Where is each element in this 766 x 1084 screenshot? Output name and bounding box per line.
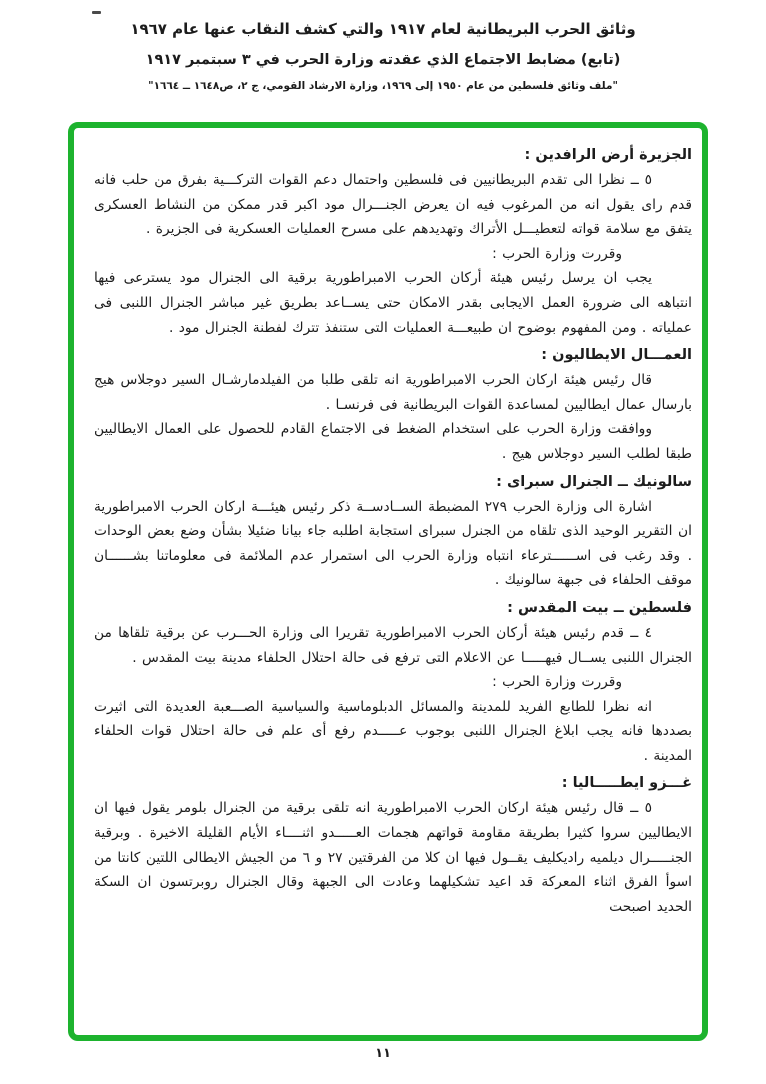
section-salonika [94, 470, 692, 593]
paragraph: ٤ ــ قدم رئيس هيئة أركان الحرب الامبراطورية تقريرا الى وزارة الحـــرب عن برقية تلقاها من الجنرال اللنبى يســال فيهـــــا عن الاعلام التى ترفع فى حالة احتلال الحلفاء مدينة بيت المقدس . [94, 624, 692, 666]
war-office-decision-line: وقررت وزارة الحرب : [492, 674, 622, 691]
section-mesopotamia [94, 143, 692, 340]
page-number: ١١ [375, 1046, 391, 1061]
paragraph: قال رئيس هيئة اركان الحرب الامبراطورية انه تلقى طلبا من الفيلدمارشـال السير دوجلاس هيج بارسال عمال ايطاليين لمساعدة القوات البريطانية فى فرنسـا . [94, 372, 692, 413]
document-title-line1: وثائق الحرب البريطانية لعام ١٩١٧ والتي كشف النقاب عنها عام ١٩٦٧ [130, 20, 636, 38]
paragraph: اشارة الى وزارة الحرب ٢٧٩ المضبطة الســادســة ذكر رئيس هيئـــة اركان الحرب الامبراطورية ان التقرير الوحيد الذى تلقاه من الجنرل سبراى استجابة اطلبه جاء بيانا ضئيلا بشأن وضع بعض الوحدات . وقد رغب فى اســــــترعاء انتباه وزارة الحرب الى استمرار عدم الملائمة فى معلوماتنا بشــــــان موقف الحلفاء فى جبهة سالونيك . [94, 498, 692, 589]
section-heading: سالونيك ــ الجنرال سبراى : [496, 473, 692, 490]
section-heading: الجزيرة أرض الرافدين : [524, 147, 692, 163]
paragraph: يجب ان يرسل رئيس هيئة أركان الحرب الامبراطورية برقية الى الجنرال مود يسترعى فيها انتباهه الى ضرورة العمل الايجابى بقدر الامكان حتى يســاعد بطريق غير مباشر الجنرال اللنبى فى عملياته . ومن المفهوم بوضوح ان طبيعـــة العمليات التى ستنفذ تترك لفطنة الجنرال مود . [94, 270, 692, 336]
section-invasion-of-italy [94, 771, 692, 919]
section-heading: فلسطين ــ بيت المقدس : [507, 599, 692, 616]
paragraph: ووافقت وزارة الحرب على استخدام الضغط فى الاجتماع القادم للحصول على العمال الايطاليين طبقا لطلب السير دوجلاس هيج . [94, 421, 692, 462]
section-heading: العمـــال الايطاليون : [541, 347, 692, 364]
war-office-decision-line: وقررت وزارة الحرب : [492, 245, 622, 262]
section-italian-workers [94, 343, 692, 466]
document-source-citation: "ملف وثائق فلسطين من عام ١٩٥٠ إلى ١٩٦٩، وزارة الارشاد القومي، ج ٢، ص١٦٤٨ ــ ١٦٦٤" [148, 80, 618, 92]
scan-artifact-mark [92, 11, 101, 14]
section-heading: غـــزو ايطـــــاليا : [561, 775, 692, 792]
paragraph: ٥ ــ نظرا الى تقدم البريطانيين فى فلسطين واحتمال دعم القوات التركـــية بفرق من حلب فانه قدم راى يقول انه من المرغوب فيه ان يعرض الجنـــرال مود اكبر قدر ممكن من النشاط العسكرى يتفق مع سلامة قواته لتعطيـــل الأتراك وتهديدهم على مسرح العمليات العسكرية فى الجزيرة . [94, 172, 692, 238]
green-border-frame [68, 122, 708, 1041]
document-header [0, 0, 766, 94]
document-title-line2: (تابع) مضابط الاجتماع الذي عقدته وزارة الحرب في ٣ سبتمبر ١٩١٧ [145, 52, 621, 68]
paragraph: انه نظرا للطابع الفريد للمدينة والمسائل الدبلوماسية والسياسية الصـــعبة العديدة التى اثيرت بصددها فانه يجب ابلاغ الجنرال اللنبى بوجوب عـــــدم رفع أى علم فى حالة احتلال قوات الحلفاء المدينة . [94, 698, 692, 764]
paragraph: ٥ ــ قال رئيس هيئة اركان الحرب الامبراطورية انه تلقى برقية من الجنرال بلومر يقول فيها ان الايطاليين سروا كثيرا بطريقة مقاومة قواتهم هجمات العـــــدو اثنــــاء الأيام القليلة الاخيرة . وبرقية الجنـــــرال ديلميه راديكليف يقــول فيها ان كلا من الفرقتين ٢٧ و ٦ من الجيش الايطالى اللتين كانتا من اسوأ الفرق اثناء المعركة قد اعيد تشكيلهما وعادت الى الجبهة وقال الجنرال روبرتسون ان السكة الحديد اصبحت [94, 800, 693, 915]
section-palestine-jerusalem [94, 596, 692, 769]
